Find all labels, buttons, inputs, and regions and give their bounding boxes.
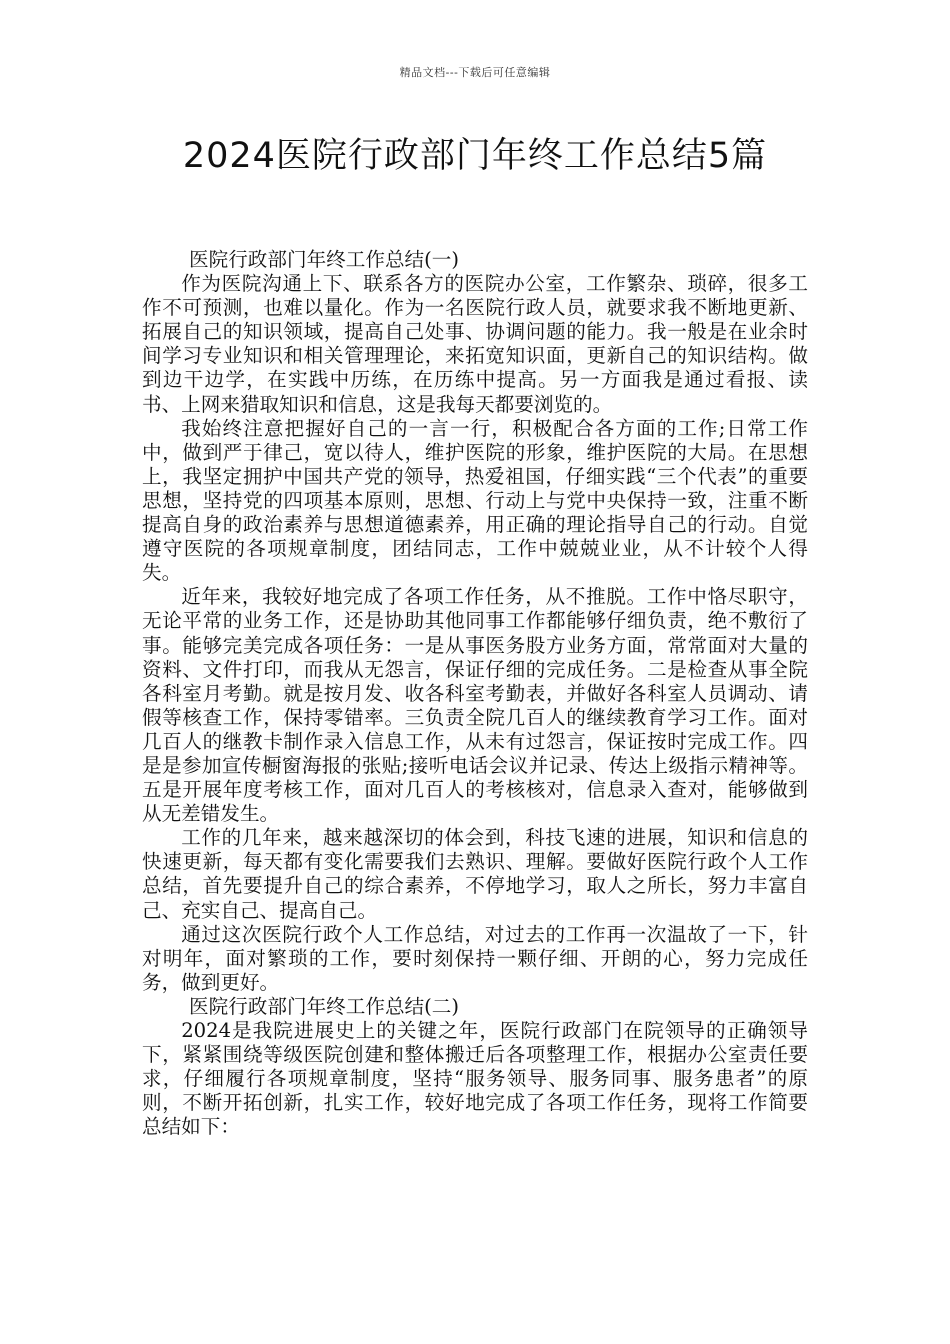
document-body [142,248,808,1139]
paragraph: 工作的几年来，越来越深切的体会到，科技飞速的进展，知识和信息的快速更新，每天都有变化需要我们去熟识、理解。要做好医院行政个人工作总结，首先要提升自己的综合素养，不停地学习，取人之所长，努力丰富自己、充实自己、提高自己。 [142,826,808,922]
paragraph: 近年来，我较好地完成了各项工作任务，从不推脱。工作中恪尽职守，无论平常的业务工作，还是协助其他同事工作都能够仔细负责，绝不敷衍了事。能够完美完成各项任务：一是从事医务股方业务方面，常常面对大量的资料、文件打印，而我从无怨言，保证仔细的完成任务。二是检查从事全院各科室月考勤。就是按月发、收各科室考勤表，并做好各科室人员调动、请假等核查工作，保持零错率。三负责全院几百人的继续教育学习工作。面对几百人的继教卡制作录入信息工作，从未有过怨言，保证按时完成工作。四是是参加宣传橱窗海报的张贴;接听电话会议并记录、传达上级指示精神等。五是开展年度考核工作，面对几百人的考核核对，信息录入查对，能够做到从无差错发生。 [142,585,808,826]
paragraph: 2024是我院进展史上的关键之年，医院行政部门在院领导的正确领导下，紧紧围绕等级医院创建和整体搬迁后各项整理工作，根据办公室责任要求，仔细履行各项规章制度，坚持“服务领导、服务同事、服务患者”的原则，不断开拓创新，扎实工作，较好地完成了各项工作任务，现将工作简要总结如下： [142,1019,808,1139]
paragraph: 作为医院沟通上下、联系各方的医院办公室，工作繁杂、琐碎，很多工作不可预测，也难以量化。作为一名医院行政人员，就要求我不断地更新、拓展自己的知识领域，提高自己处事、协调问题的能力。我一般是在业余时间学习专业知识和相关管理理论，来拓宽知识面，更新自己的知识结构。做到边干边学，在实践中历练，在历练中提高。另一方面我是通过看报、读书、上网来猎取知识和信息，这是我每天都要浏览的。 [142,272,808,416]
section-heading-2: 医院行政部门年终工作总结(二) [189,994,460,1018]
paragraph: 我始终注意把握好自己的一言一行，积极配合各方面的工作;日常工作中，做到严于律己，宽以待人，维护医院的形象，维护医院的大局。在思想上，我坚定拥护中国共产党的领导，热爱祖国，仔细实践“三个代表”的重要思想，坚持党的四项基本原则，思想、行动上与党中央保持一致，注重不断提高自身的政治素养与思想道德素养，用正确的理论指导自己的行动。自觉遵守医院的各项规章制度，团结同志，工作中兢兢业业，从不计较个人得失。 [142,416,808,585]
header-note: 精品文档---下载后可任意编辑 [399,66,551,79]
paragraph: 通过这次医院行政个人工作总结，对过去的工作再一次温故了一下，针对明年，面对繁琐的工作，要时刻保持一颗仔细、开朗的心，努力完成任务，做到更好。 [142,922,808,994]
section-heading-1: 医院行政部门年终工作总结(一) [189,248,460,271]
document-title: 2024医院行政部门年终工作总结5篇 [182,136,768,176]
